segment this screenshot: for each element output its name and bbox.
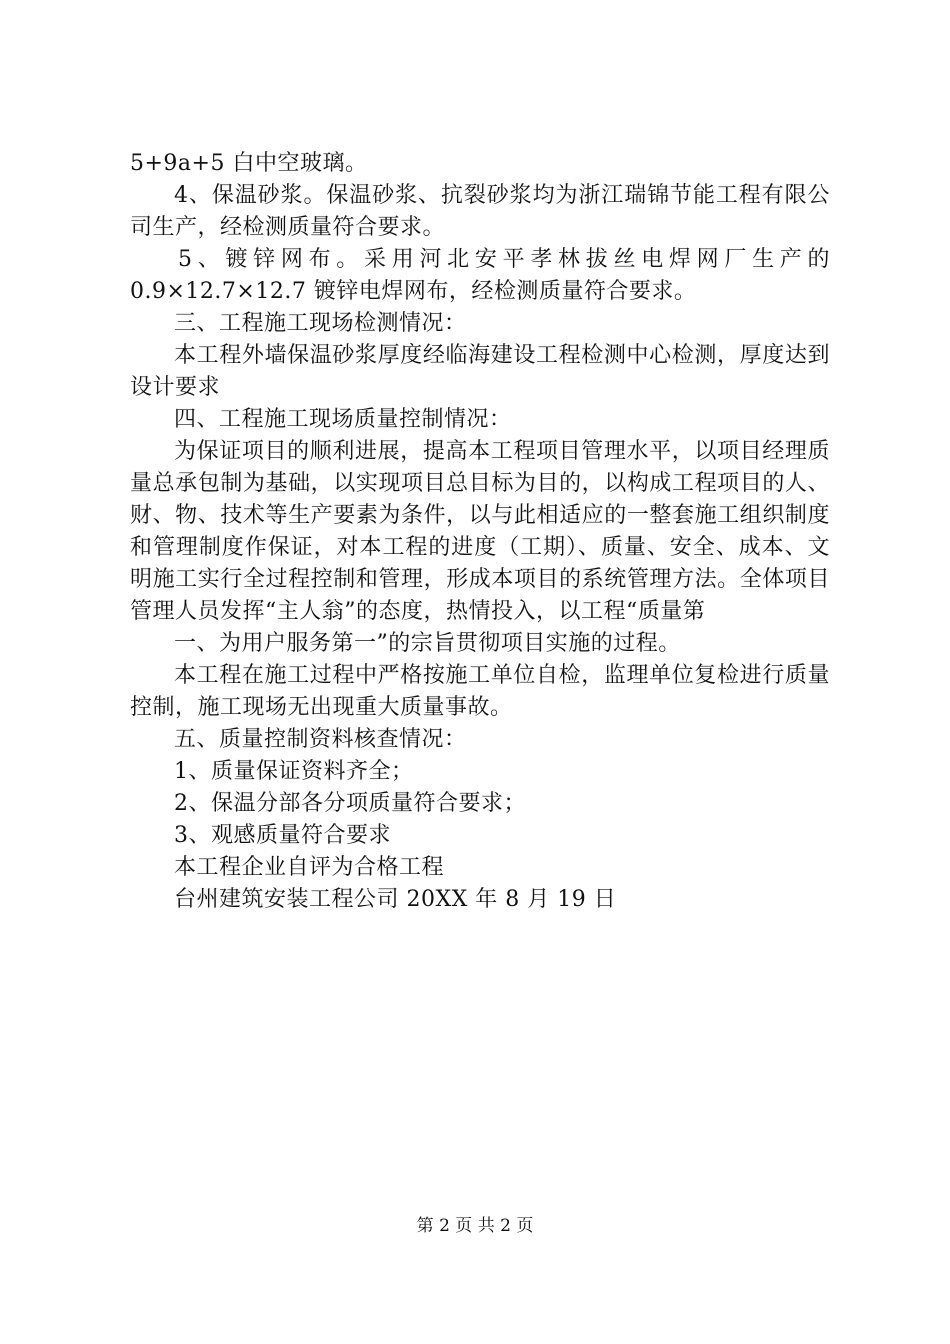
- paragraph-customer-first: 一、为用户服务第一”的宗旨贯彻项目实施的过程。: [174, 631, 681, 656]
- signature-company-date: 台州建筑安装工程公司 20XX 年 8 月 19 日: [174, 887, 617, 912]
- list-item-data-complete: 1、质量保证资料齐全；: [174, 759, 414, 784]
- page-footer: [0, 1214, 950, 1238]
- paragraph-quality-control: 为保证项目的顺利进展，提高本工程项目管理水平，以项目经理质量总承包制为基础，以实现项目总目标为目的，以构成工程项目的人、财、物、技术等生产要素为条件，以与此相适应的一整套施工组织制度和管理制度作保证，对本工程的进度（工期）、质量、安全、成本、文明施工实行全过程控制和管理，形成本项目的系统管理方法。全体项目管理人员发挥“主人翁”的态度，热情投入，以工程“质量第: [130, 439, 830, 624]
- page-number: 第 2 页 共 2 页: [416, 1216, 534, 1236]
- heading-site-inspection: 三、工程施工现场检测情况：: [174, 311, 467, 336]
- paragraph-insulation-mortar: 4、保温砂浆。保温砂浆、抗裂砂浆均为浙江瑞锦节能工程有限公司生产，经检测质量符合要求。: [130, 183, 830, 240]
- paragraph-site-inspection: 本工程外墙保温砂浆厚度经临海建设工程检测中心检测，厚度达到设计要求: [130, 343, 830, 400]
- heading-data-review: 五、质量控制资料核查情况：: [174, 727, 467, 752]
- paragraph-self-evaluation: 本工程企业自评为合格工程: [174, 855, 445, 880]
- heading-quality-control: 四、工程施工现场质量控制情况：: [174, 407, 512, 432]
- paragraph-glass-spec: 5+9a+5 白中空玻璃。: [130, 151, 368, 176]
- paragraph-galvanized-mesh: 5、镀锌网布。采用河北安平孝林拔丝电焊网厂生产的0.9×12.7×12.7 镀锌电焊网布，经检测质量符合要求。: [130, 247, 830, 304]
- paragraph-inspection-process: 本工程在施工过程中严格按施工单位自检，监理单位复检进行质量控制，施工现场无出现重大质量事故。: [130, 663, 830, 720]
- list-item-subitem-quality: 2、保温分部各分项质量符合要求；: [174, 791, 526, 816]
- list-item-appearance-quality: 3、观感质量符合要求: [174, 823, 391, 848]
- document-body: [130, 148, 830, 916]
